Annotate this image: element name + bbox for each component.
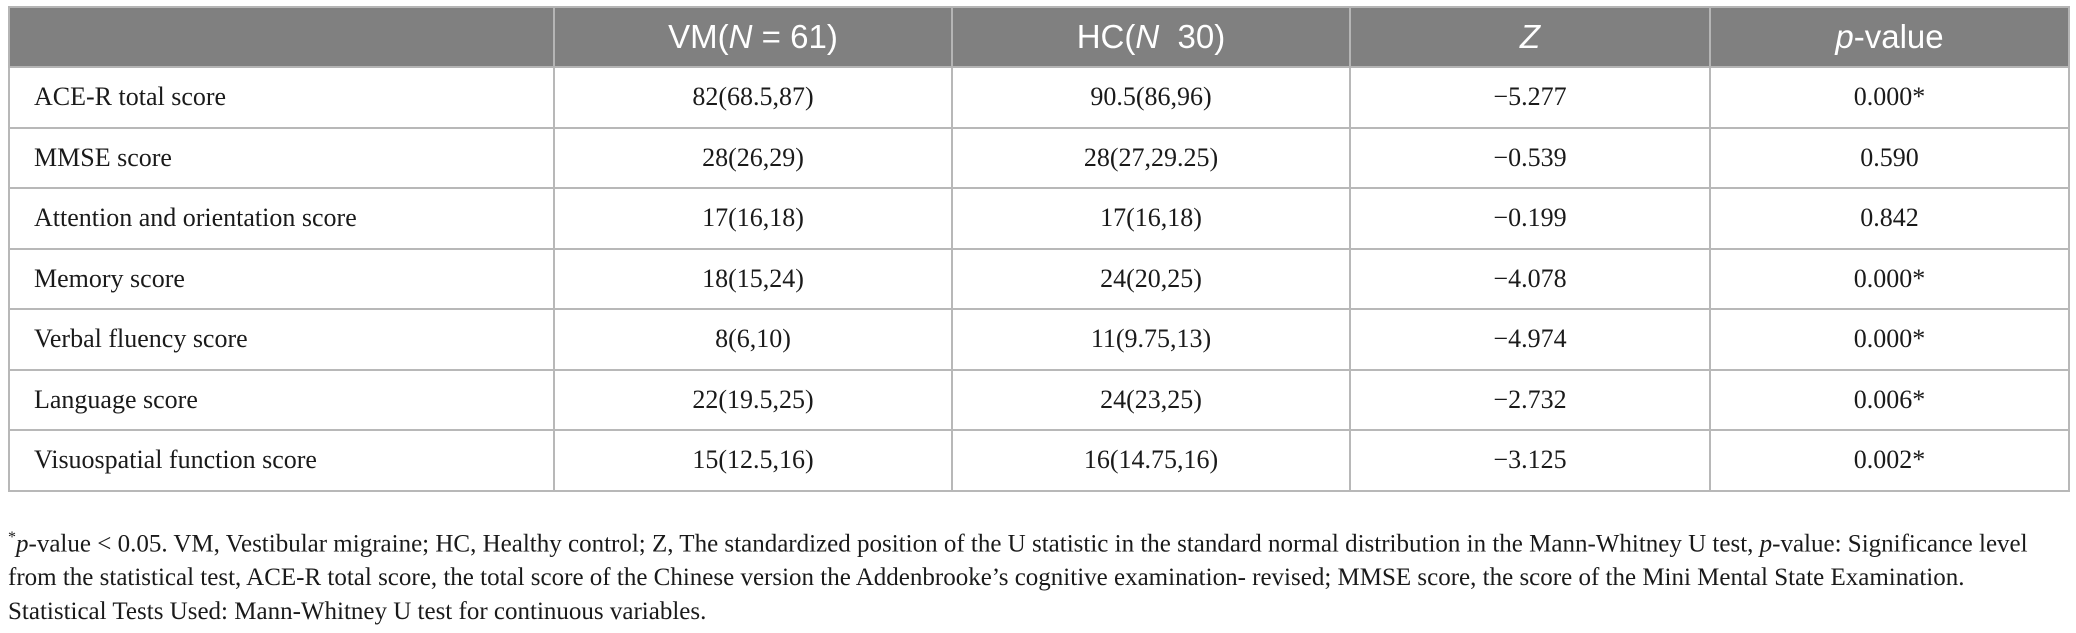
footnote-part1: -value < 0.05. VM, Vestibular migraine; HC, Healthy control; Z, The standardized position of the U statistic in the standard normal distribution in the Mann-Whitney U test, [28, 530, 1760, 558]
p-cell: 0.842 [1710, 188, 2069, 249]
p-cell: 0.590 [1710, 128, 2069, 189]
header-p-italic: p [1835, 18, 1854, 55]
header-vm-n: N [728, 18, 753, 55]
hc-cell: 90.5(86,96) [952, 67, 1350, 128]
table-row [9, 67, 2069, 128]
row-label: Verbal fluency score [9, 309, 554, 370]
vm-cell: 8(6,10) [554, 309, 952, 370]
z-cell: −5.277 [1350, 67, 1710, 128]
header-vm-prefix: VM( [668, 18, 729, 55]
vm-cell: 22(19.5,25) [554, 370, 952, 431]
table-row [9, 370, 2069, 431]
z-cell: −3.125 [1350, 430, 1710, 491]
hc-cell: 24(23,25) [952, 370, 1350, 431]
hc-cell: 24(20,25) [952, 249, 1350, 310]
z-cell: −0.199 [1350, 188, 1710, 249]
table-row [9, 128, 2069, 189]
table-footnote [8, 521, 2068, 629]
p-cell: 0.006* [1710, 370, 2069, 431]
header-vm [554, 7, 952, 67]
row-label: Language score [9, 370, 554, 431]
vm-cell: 82(68.5,87) [554, 67, 952, 128]
header-z [1350, 7, 1710, 67]
header-hc [952, 7, 1350, 67]
header-vm-suffix: = 61) [752, 18, 838, 55]
header-row [9, 7, 2069, 67]
hc-cell: 11(9.75,13) [952, 309, 1350, 370]
z-cell: −4.078 [1350, 249, 1710, 310]
p-cell: 0.000* [1710, 309, 2069, 370]
row-label: ACE-R total score [9, 67, 554, 128]
header-p-value [1710, 7, 2069, 67]
p-cell: 0.000* [1710, 249, 2069, 310]
p-cell: 0.000* [1710, 67, 2069, 128]
header-z-label: Z [1519, 18, 1541, 55]
hc-cell: 16(14.75,16) [952, 430, 1350, 491]
z-cell: −4.974 [1350, 309, 1710, 370]
row-label: Visuospatial function score [9, 430, 554, 491]
header-empty [9, 7, 554, 67]
header-hc-prefix: HC( [1076, 18, 1136, 55]
table-row [9, 249, 2069, 310]
hc-cell: 28(27,29.25) [952, 128, 1350, 189]
results-table [8, 6, 2070, 492]
p-cell: 0.002* [1710, 430, 2069, 491]
table-container [8, 6, 2068, 492]
header-hc-n: N [1135, 18, 1160, 55]
vm-cell: 15(12.5,16) [554, 430, 952, 491]
footnote-star: * [8, 529, 16, 546]
row-label: Memory score [9, 249, 554, 310]
z-cell: −0.539 [1350, 128, 1710, 189]
row-label: MMSE score [9, 128, 554, 189]
footnote-p-italic: p [16, 530, 29, 558]
header-hc-suffix: 30) [1159, 18, 1226, 55]
z-cell: −2.732 [1350, 370, 1710, 431]
footnote-part2: -value: Significance level from the statistical test, ACE-R total score, the total score of the Chinese version the Addenbrooke’s cognitive examination- revised; MMSE score, the score of the Mini Mental State Examination. Statistical Tests Used: Mann-Whitney U test for continuous variables. [8, 530, 2028, 626]
vm-cell: 28(26,29) [554, 128, 952, 189]
hc-cell: 17(16,18) [952, 188, 1350, 249]
vm-cell: 18(15,24) [554, 249, 952, 310]
vm-cell: 17(16,18) [554, 188, 952, 249]
footnote-p-italic-2: p [1759, 530, 1773, 558]
header-p-suffix: -value [1853, 18, 1944, 55]
row-label: Attention and orientation score [9, 188, 554, 249]
footnote-text [8, 521, 2068, 629]
table-row [9, 309, 2069, 370]
table-row [9, 430, 2069, 491]
table-row [9, 188, 2069, 249]
